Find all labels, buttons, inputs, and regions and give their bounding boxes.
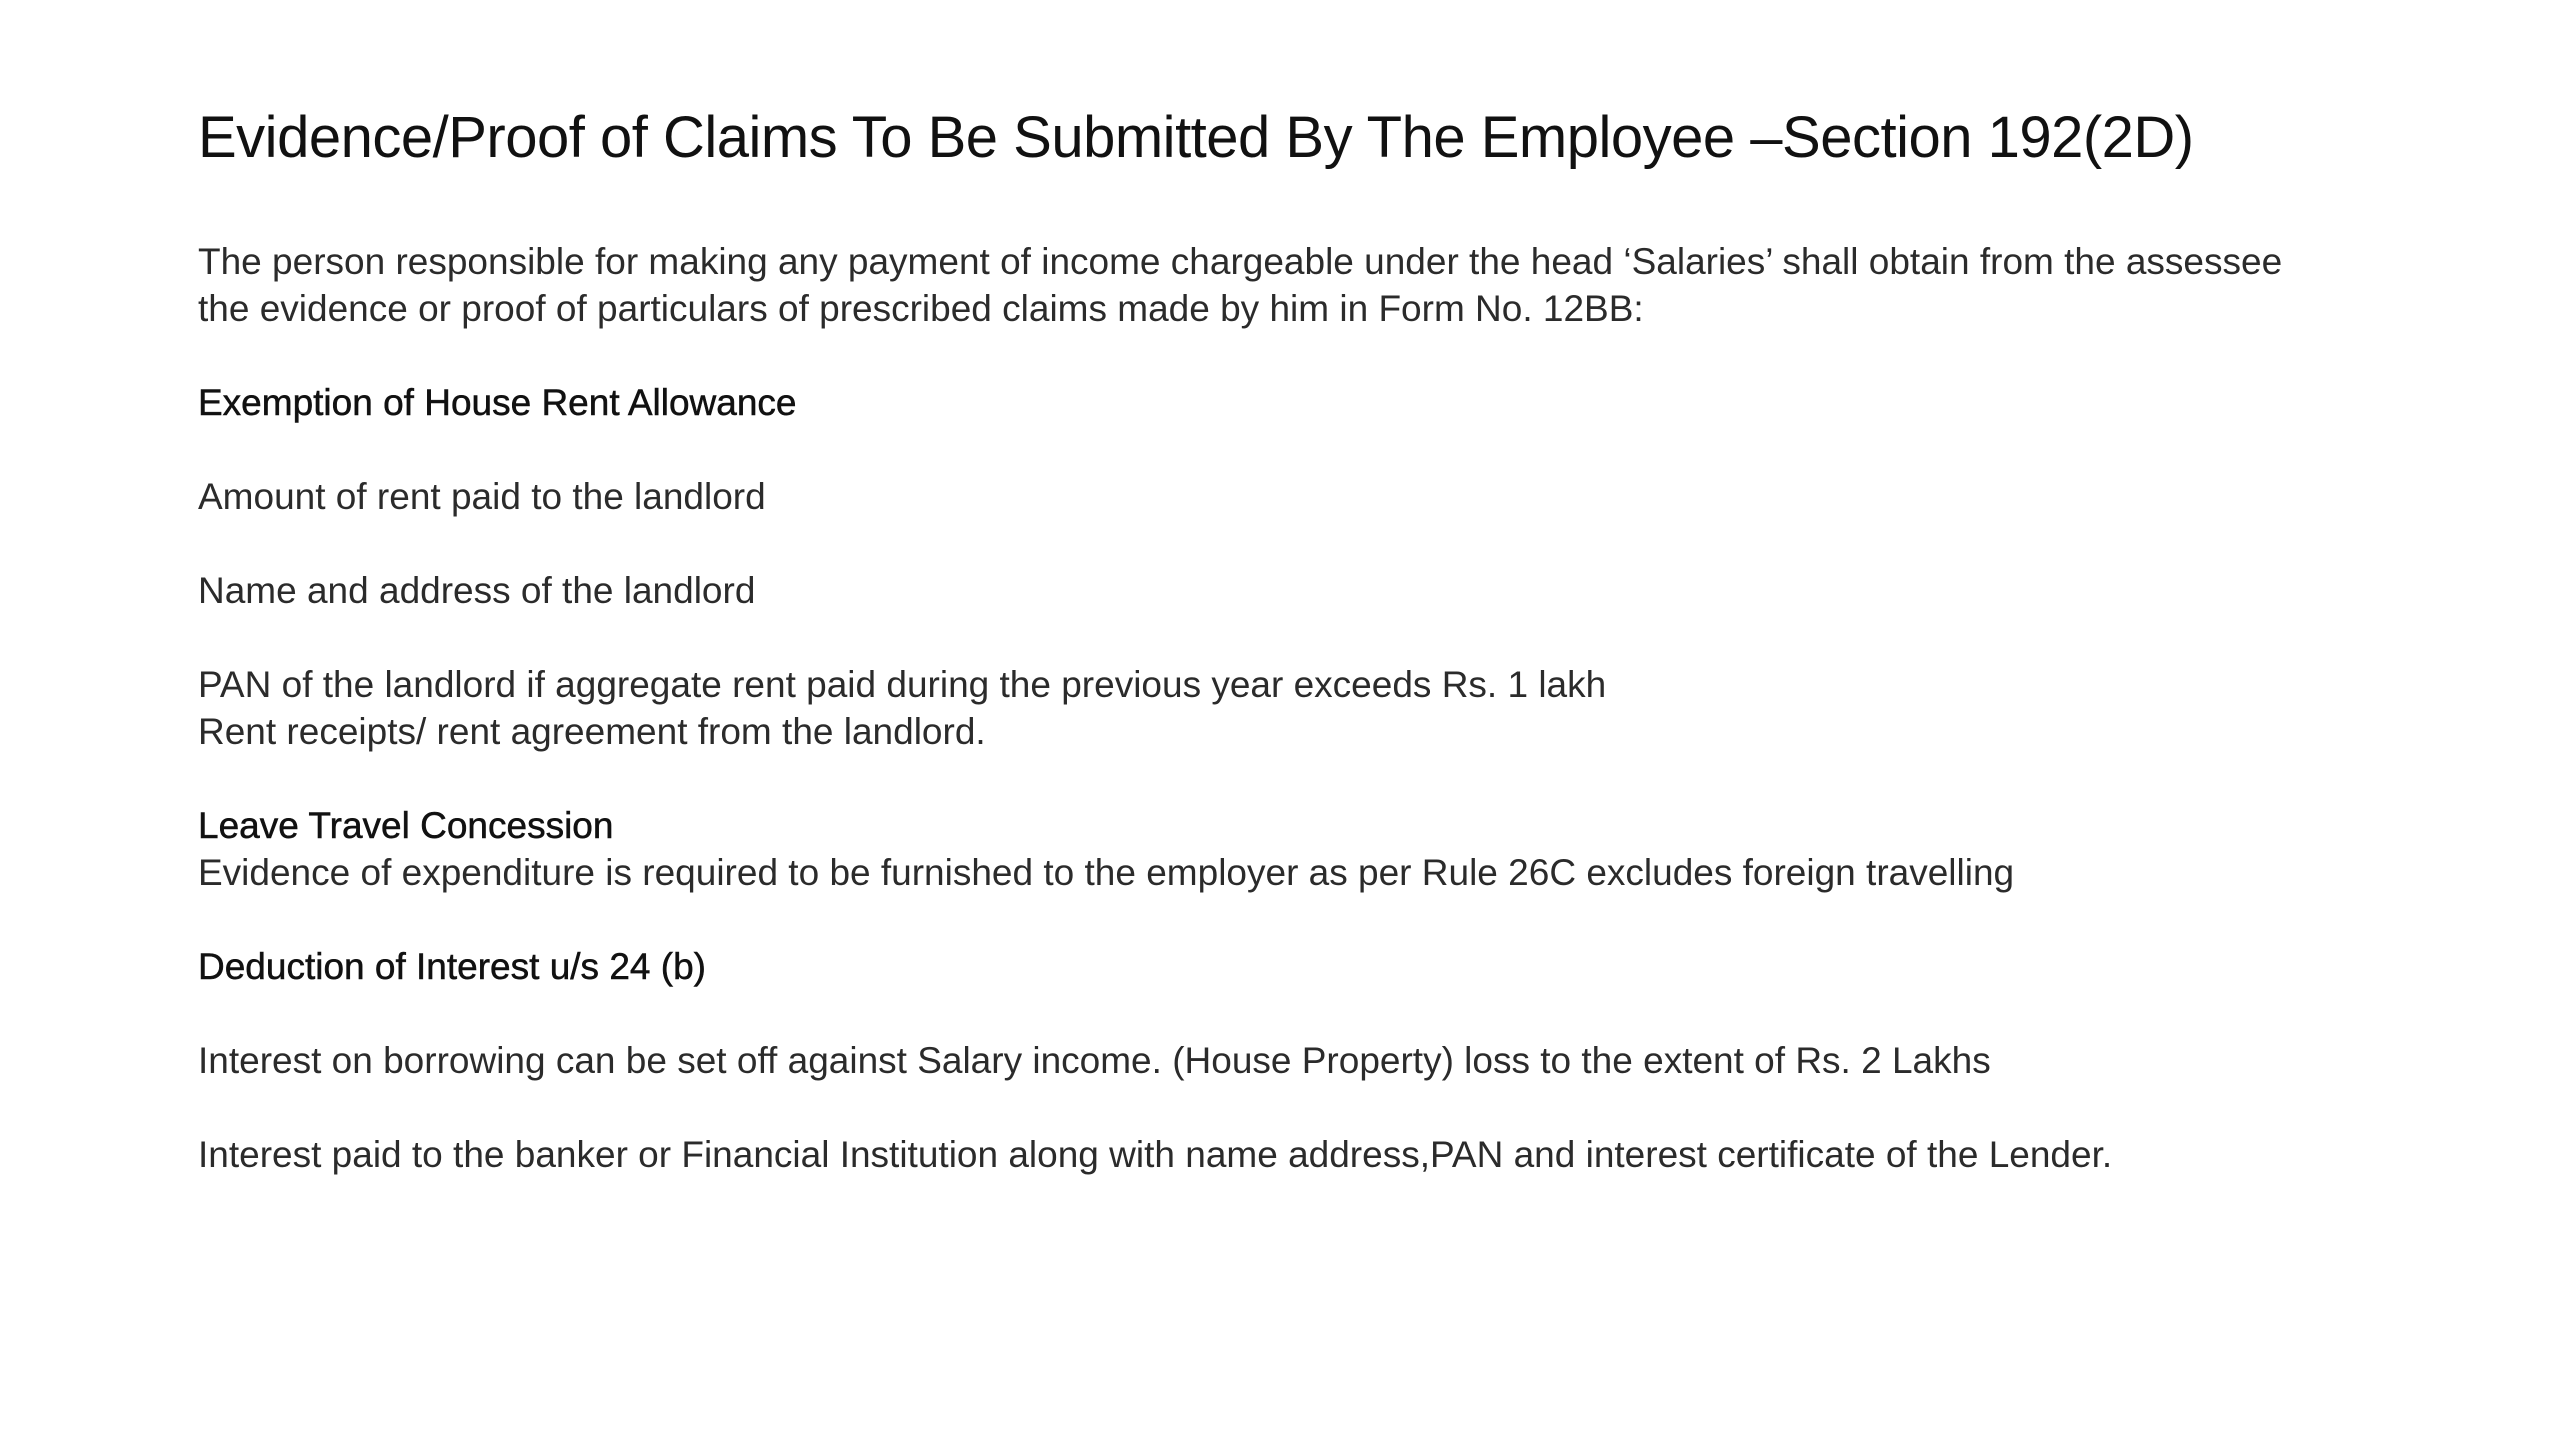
spacer (198, 755, 2428, 802)
intro-line-2: the evidence or proof of particulars of prescribed claims made by him in Form No. 12BB: (198, 288, 1644, 329)
spacer (198, 896, 2428, 943)
spacer (198, 520, 2428, 567)
spacer (198, 426, 2428, 473)
hra-heading: Exemption of House Rent Allowance (198, 382, 797, 423)
slide-body (198, 238, 2428, 1178)
hra-item-landlord-pan: PAN of the landlord if aggregate rent paid during the previous year exceeds Rs. 1 lakh (198, 664, 1607, 705)
interest-item-lender-details: Interest paid to the banker or Financial Institution along with name address,PAN and interest certificate of the Lender. (198, 1134, 2113, 1175)
interest-item-setoff: Interest on borrowing can be set off against Salary income. (House Property) loss to the extent of Rs. 2 Lakhs (198, 1040, 1991, 1081)
hra-item-landlord-name-address: Name and address of the landlord (198, 570, 756, 611)
hra-item-rent-amount: Amount of rent paid to the landlord (198, 476, 766, 517)
ltc-heading: Leave Travel Concession (198, 805, 614, 846)
spacer (198, 990, 2428, 1037)
intro-line-1: The person responsible for making any payment of income chargeable under the head ‘Salaries’ shall obtain from the assessee (198, 241, 2283, 282)
spacer (198, 332, 2428, 379)
slide-title: Evidence/Proof of Claims To Be Submitted By The Employee –Section 192(2D) (198, 105, 2194, 170)
spacer (198, 1084, 2428, 1131)
interest-heading: Deduction of Interest u/s 24 (b) (198, 946, 706, 987)
hra-item-rent-receipts: Rent receipts/ rent agreement from the landlord. (198, 711, 986, 752)
spacer (198, 614, 2428, 661)
ltc-item-evidence: Evidence of expenditure is required to be furnished to the employer as per Rule 26C excludes foreign travelling (198, 852, 2015, 893)
